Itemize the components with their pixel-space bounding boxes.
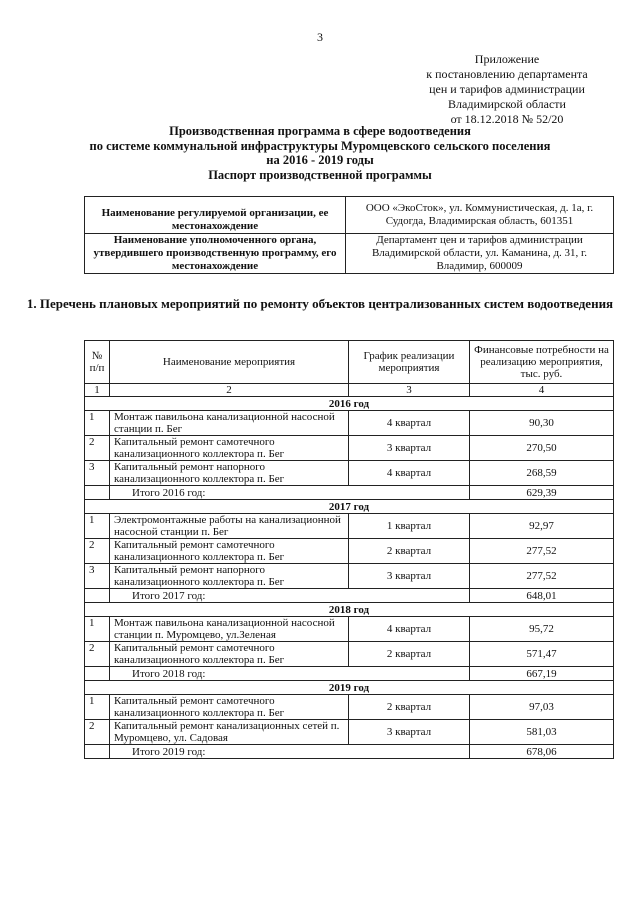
measure-schedule: 1 квартал	[349, 514, 470, 539]
table-row	[85, 564, 614, 589]
passport-row	[85, 234, 614, 274]
appendix-line: от 18.12.2018 № 52/20	[450, 112, 564, 126]
row-number: 2	[85, 539, 110, 564]
total-label: Итого 2018 год:	[110, 667, 470, 681]
title-line: Производственная программа в сфере водоотведения	[169, 124, 471, 138]
year-heading: 2016 год	[85, 397, 614, 411]
total-label: Итого 2017 год:	[110, 589, 470, 603]
year-heading: 2019 год	[85, 681, 614, 695]
measure-name: Капитальный ремонт самотечного канализационного коллектора п. Бег	[110, 539, 349, 564]
page-number: 3	[317, 30, 323, 44]
year-heading: 2018 год	[85, 603, 614, 617]
measure-amount: 277,52	[470, 539, 614, 564]
measure-name: Капитальный ремонт канализационных сетей п. Муромцево, ул. Садовая	[110, 720, 349, 745]
header-name: Наименование мероприятия	[110, 341, 349, 384]
measure-amount: 277,52	[470, 564, 614, 589]
total-amount: 678,06	[470, 745, 614, 759]
measure-amount: 95,72	[470, 617, 614, 642]
table-row	[85, 695, 614, 720]
measure-name: Монтаж павильона канализационной насосной станции п. Муромцево, ул.Зеленая	[110, 617, 349, 642]
section-title: 1. Перечень плановых мероприятий по ремонту объектов централизованных систем водоотведения	[26, 296, 614, 311]
passport-row	[85, 197, 614, 234]
measure-schedule: 4 квартал	[349, 411, 470, 436]
column-number: 2	[110, 384, 349, 397]
row-number: 2	[85, 642, 110, 667]
row-number: 2	[85, 436, 110, 461]
appendix-line: Владимирской области	[448, 97, 566, 111]
document-title	[0, 124, 640, 182]
row-number: 3	[85, 461, 110, 486]
column-number: 3	[349, 384, 470, 397]
row-number: 1	[85, 514, 110, 539]
passport-value: ООО «ЭкоСток», ул. Коммунистическая, д. 1а, г. Судогда, Владимирская область, 601351	[346, 197, 614, 234]
total-amount: 667,19	[470, 667, 614, 681]
table-row	[85, 539, 614, 564]
row-number: 1	[85, 617, 110, 642]
column-number-row	[85, 384, 614, 397]
measure-schedule: 4 квартал	[349, 461, 470, 486]
measure-schedule: 3 квартал	[349, 436, 470, 461]
row-number: 1	[85, 411, 110, 436]
column-number: 4	[470, 384, 614, 397]
title-line: Паспорт производственной программы	[208, 167, 432, 182]
measure-name: Капитальный ремонт самотечного канализационного коллектора п. Бег	[110, 436, 349, 461]
header-number: № п/п	[85, 341, 110, 384]
header-schedule: График реализации мероприятия	[349, 341, 470, 384]
table-row	[85, 720, 614, 745]
title-line: на 2016 - 2019 годы	[266, 153, 374, 167]
measure-amount: 571,47	[470, 642, 614, 667]
measure-schedule: 2 квартал	[349, 539, 470, 564]
measure-amount: 270,50	[470, 436, 614, 461]
row-number: 3	[85, 564, 110, 589]
measure-name: Капитальный ремонт напорного канализационного коллектора п. Бег	[110, 564, 349, 589]
measure-name: Электромонтажные работы на канализационной насосной станции п. Бег	[110, 514, 349, 539]
total-row	[85, 745, 614, 759]
appendix-line: цен и тарифов администрации	[429, 82, 585, 96]
measure-amount: 90,30	[470, 411, 614, 436]
measure-name: Капитальный ремонт самотечного канализационного коллектора п. Бег	[110, 695, 349, 720]
appendix-line: Приложение	[474, 52, 540, 66]
table-row	[85, 461, 614, 486]
measure-schedule: 3 квартал	[349, 720, 470, 745]
total-amount: 629,39	[470, 486, 614, 500]
passport-table	[84, 196, 614, 274]
measure-amount: 581,03	[470, 720, 614, 745]
column-number: 1	[85, 384, 110, 397]
measure-name: Капитальный ремонт самотечного канализационного коллектора п. Бег	[110, 642, 349, 667]
year-row	[85, 500, 614, 514]
measure-name: Монтаж павильона канализационной насосной станции п. Бег	[110, 411, 349, 436]
passport-label: Наименование регулируемой организации, ее местонахождение	[85, 197, 346, 234]
total-label: Итого 2016 год:	[110, 486, 470, 500]
total-label: Итого 2019 год:	[110, 745, 470, 759]
row-number: 1	[85, 695, 110, 720]
measure-schedule: 3 квартал	[349, 564, 470, 589]
header-amount: Финансовые потребности на реализацию мероприятия, тыс. руб.	[470, 341, 614, 384]
measure-amount: 92,97	[470, 514, 614, 539]
measure-amount: 268,59	[470, 461, 614, 486]
appendix-line: к постановлению департамента	[426, 67, 588, 81]
total-empty-cell	[85, 745, 110, 759]
measure-schedule: 2 квартал	[349, 695, 470, 720]
year-row	[85, 681, 614, 695]
measure-schedule: 2 квартал	[349, 642, 470, 667]
total-empty-cell	[85, 589, 110, 603]
appendix-block	[402, 52, 612, 127]
passport-value: Департамент цен и тарифов администрации Владимирской области, ул. Каманина, д. 31, г. Владимир, 600009	[346, 234, 614, 274]
year-row	[85, 397, 614, 411]
table-row	[85, 617, 614, 642]
total-empty-cell	[85, 486, 110, 500]
year-heading: 2017 год	[85, 500, 614, 514]
table-row	[85, 411, 614, 436]
row-number: 2	[85, 720, 110, 745]
measure-amount: 97,03	[470, 695, 614, 720]
table-row	[85, 642, 614, 667]
measure-schedule: 4 квартал	[349, 617, 470, 642]
measure-name: Капитальный ремонт напорного канализационного коллектора п. Бег	[110, 461, 349, 486]
title-line: по системе коммунальной инфраструктуры Муромцевского сельского поселения	[89, 138, 551, 153]
total-amount: 648,01	[470, 589, 614, 603]
total-row	[85, 667, 614, 681]
total-row	[85, 486, 614, 500]
total-empty-cell	[85, 667, 110, 681]
year-row	[85, 603, 614, 617]
table-row	[85, 514, 614, 539]
total-row	[85, 589, 614, 603]
table-header-row	[85, 341, 614, 384]
measures-table	[84, 340, 614, 759]
passport-label: Наименование уполномоченного органа, утвердившего производственную программу, его местонахождение	[85, 234, 346, 274]
table-row	[85, 436, 614, 461]
